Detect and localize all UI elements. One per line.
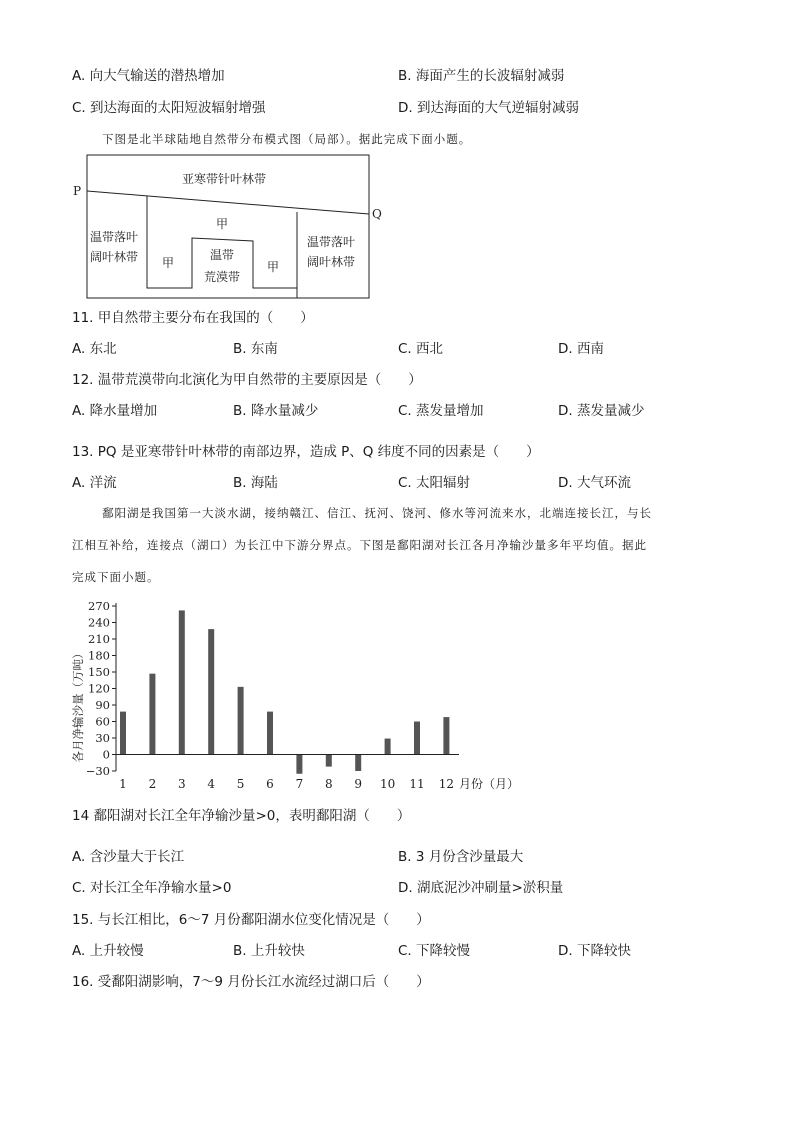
zone-jia-left: 甲 xyxy=(162,256,175,270)
intro-natural-zones: 下图是北半球陆地自然带分布模式图（局部）。据此完成下面小题。 xyxy=(102,132,472,146)
q12-option-c: C. 蒸发量增加 xyxy=(398,403,484,419)
bar-month-4 xyxy=(208,629,214,754)
bar-month-2 xyxy=(149,674,155,755)
q13-option-c: C. 太阳辐射 xyxy=(398,475,471,491)
zone-desert-2: 荒漠带 xyxy=(204,270,241,284)
bar-month-9 xyxy=(355,755,361,772)
q11-option-b: B. 东南 xyxy=(233,341,278,357)
intro-poyang-line3: 完成下面小题。 xyxy=(72,570,160,584)
q10-option-b: B. 海面产生的长波辐射减弱 xyxy=(398,68,565,84)
zone-desert-1: 温带 xyxy=(210,248,235,262)
y-tick-label: 90 xyxy=(95,698,110,712)
label-p: P xyxy=(73,184,82,198)
chart-y-label: 各月净输沙量（万吨） xyxy=(71,647,85,763)
intro-poyang-line2: 江相互补给，连接点（湖口）为长江中下游分界点。下图是鄱阳湖对长江各月净输沙量多年平均值。据此 xyxy=(72,538,647,552)
q10-option-d: D. 到达海面的大气逆辐射减弱 xyxy=(398,100,579,116)
x-tick-label: 11 xyxy=(409,777,425,791)
x-tick-label: 2 xyxy=(148,777,157,791)
y-tick-label: 240 xyxy=(88,615,110,630)
q13-option-a: A. 洋流 xyxy=(72,475,117,491)
bar-month-6 xyxy=(267,712,273,755)
q10-option-a: A. 向大气输送的潜热增加 xyxy=(72,68,225,84)
x-tick-label: 4 xyxy=(207,777,216,791)
bar-month-3 xyxy=(179,610,185,754)
bar-month-1 xyxy=(120,712,126,755)
x-tick-label: 3 xyxy=(177,777,186,791)
x-tick-label: 6 xyxy=(266,777,274,791)
q11-option-d: D. 西南 xyxy=(558,341,604,357)
zone-right-deciduous-1: 温带落叶 xyxy=(307,235,356,249)
y-tick-label: 150 xyxy=(88,665,110,679)
q15-option-a: A. 上升较慢 xyxy=(72,943,144,959)
zone-left-deciduous-1: 温带落叶 xyxy=(90,230,139,244)
q11-stem: 11. 甲自然带主要分布在我国的（ ） xyxy=(72,310,314,326)
bar-month-8 xyxy=(326,755,332,767)
chart-x-label: 月份（月） xyxy=(459,777,520,791)
zone-jia-top: 甲 xyxy=(216,217,229,231)
q14-option-a: A. 含沙量大于长江 xyxy=(72,849,185,865)
zone-right-deciduous-2: 阔叶林带 xyxy=(307,255,356,269)
x-tick-label: 12 xyxy=(438,777,455,791)
q14-option-d: D. 湖底泥沙冲刷量>淤积量 xyxy=(398,880,564,896)
q16-stem: 16. 受鄱阳湖影响，7～9 月份长江水流经过湖口后（ ） xyxy=(72,974,430,990)
x-tick-label: 5 xyxy=(236,777,245,791)
zone-subarctic-conifer: 亚寒带针叶林带 xyxy=(182,172,267,186)
x-tick-label: 7 xyxy=(295,777,304,791)
q15-option-c: C. 下降较慢 xyxy=(398,943,471,959)
q13-option-d: D. 大气环流 xyxy=(558,475,631,491)
y-tick-label: 0 xyxy=(102,747,110,762)
zone-left-deciduous-2: 阔叶林带 xyxy=(90,250,139,264)
sediment-bar-chart xyxy=(65,593,525,801)
bar-month-11 xyxy=(414,722,420,755)
x-tick-label: 10 xyxy=(379,777,396,791)
intro-poyang-line1: 鄱阳湖是我国第一大淡水湖，接纳赣江、信江、抚河、饶河、修水等河流来水，北端连接长江，与长 xyxy=(102,506,652,520)
y-tick-label: 30 xyxy=(95,731,110,745)
q11-option-c: C. 西北 xyxy=(398,341,444,357)
q11-option-a: A. 东北 xyxy=(72,341,117,357)
x-tick-label: 8 xyxy=(324,777,333,791)
bar-month-7 xyxy=(296,755,302,774)
q14-option-c: C. 对长江全年净输水量>0 xyxy=(72,880,232,896)
y-tick-label: 210 xyxy=(88,632,110,646)
q12-option-d: D. 蒸发量减少 xyxy=(558,403,645,419)
natural-zone-diagram xyxy=(70,150,390,300)
q15-stem: 15. 与长江相比，6～7 月份鄱阳湖水位变化情况是（ ） xyxy=(72,912,430,928)
y-tick-label: 60 xyxy=(95,714,110,729)
q12-stem: 12. 温带荒漠带向北演化为甲自然带的主要原因是（ ） xyxy=(72,372,422,388)
y-tick-label: −30 xyxy=(85,764,110,778)
label-q: Q xyxy=(372,207,382,221)
zone-jia-right: 甲 xyxy=(267,260,280,274)
y-tick-label: 180 xyxy=(88,648,110,663)
x-tick-label: 1 xyxy=(119,777,127,791)
q10-option-c: C. 到达海面的太阳短波辐射增强 xyxy=(72,100,266,116)
q14-option-b: B. 3 月份含沙量最大 xyxy=(398,849,524,865)
q12-option-b: B. 降水量减少 xyxy=(233,403,319,419)
x-tick-label: 9 xyxy=(354,777,363,791)
y-tick-label: 270 xyxy=(88,599,110,613)
y-tick-label: 120 xyxy=(88,681,110,696)
bar-month-12 xyxy=(443,717,449,754)
q15-option-d: D. 下降较快 xyxy=(558,943,631,959)
bar-month-5 xyxy=(238,687,244,755)
q14-stem: 14 鄱阳湖对长江全年净输沙量>0，表明鄱阳湖（ ） xyxy=(72,808,411,824)
bar-month-10 xyxy=(385,739,391,755)
q13-option-b: B. 海陆 xyxy=(233,475,278,491)
pq-boundary xyxy=(87,191,369,214)
q15-option-b: B. 上升较快 xyxy=(233,943,305,959)
q12-option-a: A. 降水量增加 xyxy=(72,403,158,419)
q13-stem: 13. PQ 是亚寒带针叶林带的南部边界，造成 P、Q 纬度不同的因素是（ ） xyxy=(72,444,540,460)
